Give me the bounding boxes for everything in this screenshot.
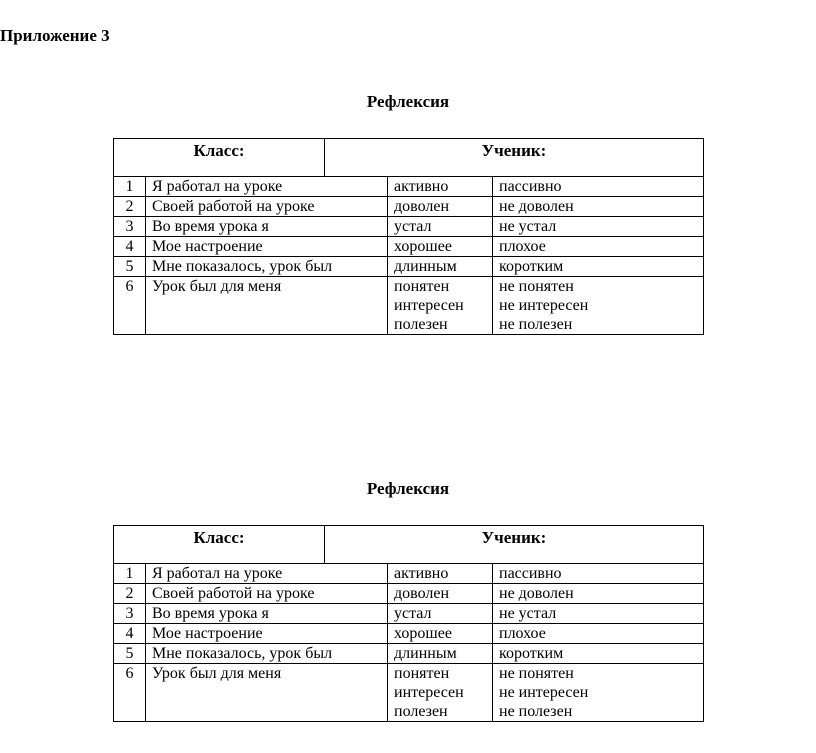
option-text: не доволен: [499, 198, 574, 215]
option-text: полезен: [394, 316, 448, 333]
student-cell: [325, 526, 704, 564]
row-statement: Мое настроение: [146, 237, 388, 257]
option-text: не полезен: [499, 316, 573, 333]
negative-option: [493, 197, 704, 217]
row-number: 5: [114, 257, 146, 277]
row-statement: Во время урока я: [146, 217, 388, 237]
option-text: длинным: [394, 258, 457, 275]
table-row: [114, 624, 704, 644]
class-label: Класс:: [193, 528, 245, 547]
table-row: [114, 177, 704, 197]
class-label: Класс:: [193, 141, 245, 160]
option-text: не доволен: [499, 585, 574, 602]
option-text: не устал: [499, 605, 557, 622]
class-cell: [114, 526, 325, 564]
option-text: не интересен: [499, 684, 589, 701]
negative-option: [493, 257, 704, 277]
table-row: [114, 664, 704, 722]
negative-option: [493, 564, 704, 584]
option-text: длинным: [394, 645, 457, 662]
table-row: [114, 217, 704, 237]
row-number: 4: [114, 237, 146, 257]
row-number: 1: [114, 177, 146, 197]
option-text: понятен: [394, 278, 450, 295]
option-text: пассивно: [499, 178, 562, 195]
positive-option: [388, 197, 493, 217]
positive-option: [388, 257, 493, 277]
row-statement: Я работал на уроке: [146, 564, 388, 584]
row-number: 4: [114, 624, 146, 644]
reflection-heading-1: Рефлексия: [366, 92, 450, 111]
option-text: не интересен: [499, 297, 589, 314]
table-row: [114, 197, 704, 217]
table-row: [114, 257, 704, 277]
option-text: полезен: [394, 703, 448, 720]
positive-option: [388, 664, 493, 722]
row-number: 6: [114, 664, 146, 722]
option-text: активно: [394, 178, 449, 195]
option-text: не понятен: [499, 278, 574, 295]
positive-option: [388, 177, 493, 197]
student-label: Ученик:: [481, 528, 547, 547]
reflection-form-1: [113, 138, 703, 335]
negative-option: [493, 277, 704, 335]
table-row: [114, 237, 704, 257]
option-text: не понятен: [499, 665, 574, 682]
row-number: 3: [114, 217, 146, 237]
row-statement: Урок был для меня: [146, 664, 388, 722]
positive-option: [388, 604, 493, 624]
positive-option: [388, 584, 493, 604]
row-number: 6: [114, 277, 146, 335]
option-text: коротким: [499, 645, 564, 662]
form-header-2: [113, 525, 704, 564]
table-row: [114, 277, 704, 335]
reflection-form-2: [113, 525, 703, 722]
positive-option: [388, 237, 493, 257]
option-text: понятен: [394, 665, 450, 682]
row-number: 2: [114, 197, 146, 217]
option-text: пассивно: [499, 565, 562, 582]
negative-option: [493, 604, 704, 624]
form-header-1: [113, 138, 704, 177]
option-text: активно: [394, 565, 449, 582]
option-text: не устал: [499, 218, 557, 235]
reflection-table-body: [114, 177, 704, 335]
option-text: не полезен: [499, 703, 573, 720]
negative-option: [493, 584, 704, 604]
option-text: доволен: [394, 585, 450, 602]
negative-option: [493, 177, 704, 197]
row-statement: Мне показалось, урок был: [146, 257, 388, 277]
negative-option: [493, 237, 704, 257]
class-cell: [114, 139, 325, 177]
table-row: [114, 644, 704, 664]
option-text: интересен: [394, 297, 464, 314]
negative-option: [493, 217, 704, 237]
row-statement: Мне показалось, урок был: [146, 644, 388, 664]
student-label: Ученик:: [481, 141, 547, 160]
table-row: [114, 604, 704, 624]
positive-option: [388, 564, 493, 584]
negative-option: [493, 624, 704, 644]
option-text: интересен: [394, 684, 464, 701]
appendix-label: Приложение 3: [0, 26, 110, 45]
option-text: коротким: [499, 258, 564, 275]
row-number: 1: [114, 564, 146, 584]
option-text: хорошее: [394, 625, 452, 642]
reflection-table-1: [113, 177, 704, 335]
row-statement: Своей работой на уроке: [146, 584, 388, 604]
table-row: [114, 564, 704, 584]
reflection-table-2: [113, 564, 704, 722]
reflection-table-body: [114, 564, 704, 722]
row-number: 3: [114, 604, 146, 624]
row-statement: Во время урока я: [146, 604, 388, 624]
option-text: плохое: [499, 238, 546, 255]
option-text: устал: [394, 605, 432, 622]
reflection-heading-2: Рефлексия: [366, 479, 450, 498]
row-statement: Своей работой на уроке: [146, 197, 388, 217]
negative-option: [493, 644, 704, 664]
option-text: плохое: [499, 625, 546, 642]
option-text: хорошее: [394, 238, 452, 255]
negative-option: [493, 664, 704, 722]
row-statement: Я работал на уроке: [146, 177, 388, 197]
option-text: доволен: [394, 198, 450, 215]
positive-option: [388, 217, 493, 237]
option-text: устал: [394, 218, 432, 235]
row-statement: Мое настроение: [146, 624, 388, 644]
row-number: 5: [114, 644, 146, 664]
table-row: [114, 584, 704, 604]
positive-option: [388, 624, 493, 644]
positive-option: [388, 277, 493, 335]
student-cell: [325, 139, 704, 177]
positive-option: [388, 644, 493, 664]
row-statement: Урок был для меня: [146, 277, 388, 335]
row-number: 2: [114, 584, 146, 604]
